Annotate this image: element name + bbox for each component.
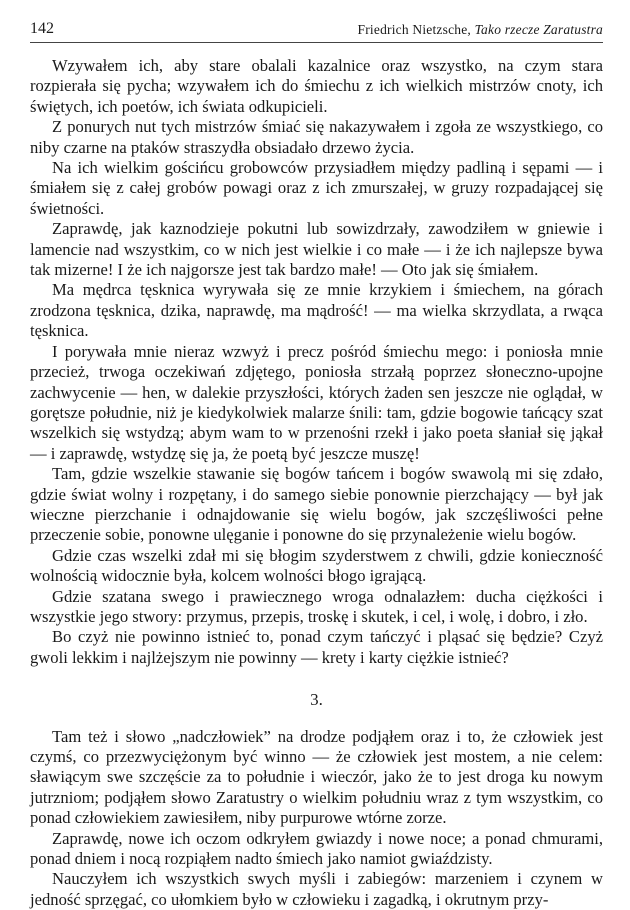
paragraph: Wzywałem ich, aby stare obalali kazalnice oraz wszystko, na czym stara rozpierała się pycha; wzywałem ich do śmiechu z ich wielkich mistrzów cnoty, ich świętych, ich poetów, ich świata odkupicieli. [30, 56, 603, 116]
body-text [30, 56, 603, 910]
paragraph: Zaprawdę, nowe ich oczom odkryłem gwiazdy i nowe noce; a ponad chmurami, ponad dniem i nocą rozpiąłem nadto śmiech jako namiot gwiaździsty. [30, 828, 603, 869]
paragraph: Tam też i słowo „nadczłowiek” na drodze podjąłem oraz i to, że człowiek jest czymś, co przezwyciężonym być winno — że człowiek jest mostem, a nie celem: sławiącym swe szczęście za to południe i wieczór, jako że to jest droga ku nowym jutrzniom; podjąłem słowo Zaratustry o wielkim południu wraz z tym wszystkim, co ponad człowiekiem zawiesiłem, niby purpurowe wtórne zorze. [30, 726, 603, 828]
page-number: 142 [30, 20, 54, 37]
paragraph: Tam, gdzie wszelkie stawanie się bogów tańcem i bogów swawolą mi się zdało, gdzie świat wolny i rozpętany, i do samego siebie ponownie pierzchający — był jak wieczne pierzchanie i odnajdowanie się wielu bogów, jak szczęśliwości pełne przeczenie sobie, ponowne ulęganie i ponowne do się przynależenie wielu bogów. [30, 464, 603, 545]
running-head-author: Friedrich Nietzsche, [357, 22, 471, 37]
section-number: 3. [310, 690, 323, 710]
paragraph: Z ponurych nut tych mistrzów śmiać się nakazywałem i zgoła ze wszystkiego, co niby czarne na ptaków straszydła obsiadało drzewo życia. [30, 117, 603, 157]
paragraph: Bo czyż nie powinno istnieć to, ponad czym tańczyć i pląsać się będzie? Czyż gwoli lekkim i najlżejszym nie powinny — krety i karty ciężkie istnieć? [30, 627, 603, 667]
paragraph: Na ich wielkim gościńcu grobowców przysiadłem między padliną i sępami — i śmiałem się z całej grobów powagi oraz z ich zmurszałej, w gruzy rozpadającej się świetności. [30, 158, 603, 218]
paragraph: Nauczyłem ich wszystkich swych myśli i zabiegów: marzeniem i czynem w jedność sprzęgać, co ułomkiem było w człowieku i zagadką, i okrutnym przy- [30, 869, 603, 909]
page-header [30, 18, 603, 43]
paragraph: Ma mędrca tęsknica wyrywała się ze mnie krzykiem i śmiechem, na górach zrodzona tęsknica, dzika, naprawdę, ma mądrość! — ma wielka skrzydlata, a rwąca tęsknica. [30, 280, 603, 341]
running-head [358, 22, 603, 38]
paragraph: Zaprawdę, jak kaznodzieje pokutni lub sowizdrzały, zawodziłem w gniewie i lamencie nad wszystkim, co w nich jest wielkie i co małe — i że ich najlepsze bywa tak mizerne! I że ich najgorsze jest tak bardzo małe! — Oto jak się śmiałem. [30, 219, 603, 280]
paragraph: I porywała mnie nieraz wzwyż i precz pośród śmiechu mego: i poniosła mnie przecież, trwoga oczekiwań zdjętego, poniosła strzałą poprzez słoneczno-upojne zachwycenie — hen, w dalekie przyszłości, których żaden sen jeszcze nie oglądał, w gorętsze południe, niż je kiedykolwiek malarze śnili: tam, gdzie bogowie tańcący szat wszelkich się wstydzą; abym wam to w przenośni rzekł i jako poeta słaniał się jąkał — i zaprawdę, wstydzę się ja, że poetą być jeszcze muszę! [30, 341, 603, 463]
paragraph: Gdzie szatana swego i prawiecznego wroga odnalazłem: ducha ciężkości i wszystkie jego stwory: przymus, przepis, troskę i skutek, i cel, i wolę, i dobro, i zło. [30, 586, 603, 626]
paragraph: Gdzie czas wszelki zdał mi się błogim szyderstwem z chwili, gdzie konieczność wolnością widocznie była, kolcem wolności błogo igrającą. [30, 545, 603, 586]
running-head-title: Tako rzecze Zaratustra [474, 22, 603, 37]
